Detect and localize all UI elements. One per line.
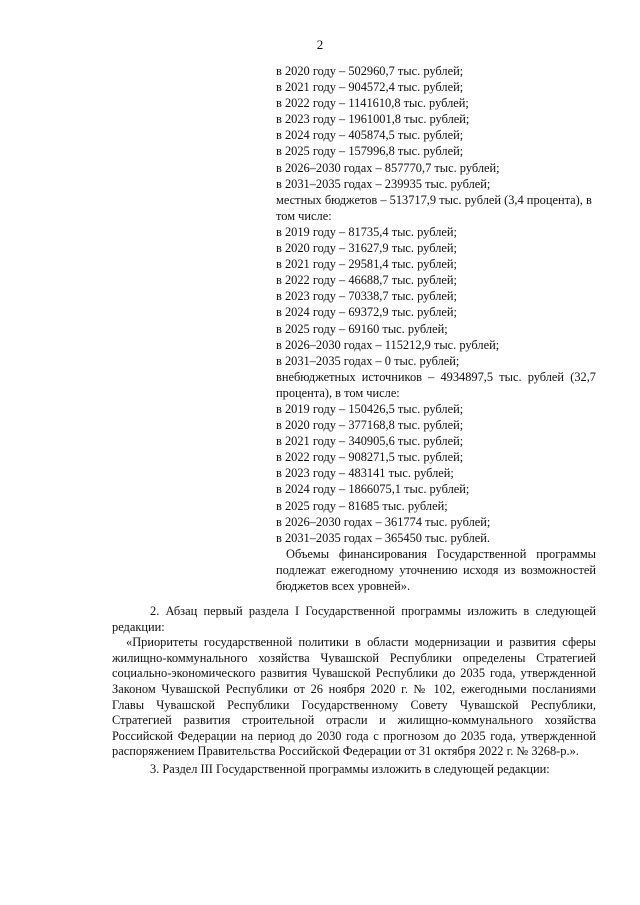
financing-line: в 2023 году – 70338,7 тыс. рублей; (276, 289, 457, 304)
financing-line: в 2023 году – 483141 тыс. рублей; (276, 466, 454, 481)
financing-closing: Объемы финансирования Государственной программы подлежат ежегодному уточнению исходя из возможностей бюджетов всех уровней». (276, 546, 596, 593)
financing-line: в 2031–2035 годах – 239935 тыс. рублей; (276, 176, 491, 191)
financing-line: в 2024 году – 1866075,1 тыс. рублей; (276, 482, 470, 497)
financing-line: в 2023 году – 1961001,8 тыс. рублей; (276, 112, 470, 127)
financing-line: в 2025 году – 69160 тыс. рублей; (276, 321, 448, 336)
financing-line: в 2022 году – 1141610,8 тыс. рублей; (276, 96, 469, 111)
financing-line: в 2031–2035 годах – 0 тыс. рублей; (276, 353, 460, 368)
financing-line: в 2026–2030 годах – 115212,9 тыс. рублей; (276, 337, 500, 352)
financing-line: в 2019 году – 150426,5 тыс. рублей; (276, 401, 464, 416)
financing-line: в 2022 году – 46688,7 тыс. рублей; (276, 273, 457, 288)
main-text (112, 604, 596, 778)
page-number: 2 (316, 37, 324, 52)
financing-line: в 2019 году – 81735,4 тыс. рублей; (276, 224, 457, 239)
financing-line: в 2025 году – 157996,8 тыс. рублей; (276, 144, 464, 159)
financing-line: в 2031–2035 годах – 365450 тыс. рублей. (276, 530, 490, 545)
financing-line: в 2024 году – 69372,9 тыс. рублей; (276, 305, 457, 320)
financing-line: в 2020 году – 31627,9 тыс. рублей; (276, 241, 457, 256)
financing-line: в 2021 году – 904572,4 тыс. рублей; (276, 80, 464, 95)
financing-line: в 2020 году – 502960,7 тыс. рублей; (276, 64, 464, 78)
financing-line: в 2021 году – 340905,6 тыс. рублей; (276, 434, 464, 449)
amendment-quote: «Приоритеты государственной политики в области модернизации и развития сферы жилищно-коммунального хозяйства Чувашской Республики определены Стратегией социально-экономического развития Чувашской Республики до 2035 года, утвержденной Законом Чувашской Республики от 26 ноября 2020 г. № 102, ежегодными посланиями Главы Чувашской Республики Государственному Совету Чувашской Республики, Стратегией развития строительной отрасли и жилищно-коммунального хозяйства Российской Федерации на период до 2030 года с прогнозом до 2035 года, утвержденной распоряжением Правительства Российской Федерации от 31 октября 2022 г. № 3268-р.». (112, 635, 596, 759)
extrabudgetary-heading: внебюджетных источников – 4934897,5 тыс. рублей (32,7 процента), в том числе: (276, 369, 596, 400)
financing-column (276, 63, 596, 594)
financing-line: в 2024 году – 405874,5 тыс. рублей; (276, 128, 464, 143)
financing-line: в 2020 году – 377168,8 тыс. рублей; (276, 418, 464, 433)
financing-line: в 2026–2030 годах – 857770,7 тыс. рублей; (276, 160, 500, 175)
local-budgets-heading: местных бюджетов – 513717,9 тыс. рублей (3,4 процента), в том числе: (276, 192, 592, 223)
amendment-item-2: 2. Абзац первый раздела I Государственной программы изложить в следующей редакции: (112, 604, 596, 634)
financing-line: в 2025 году – 81685 тыс. рублей; (276, 498, 448, 513)
amendment-item-3: 3. Раздел III Государственной программы изложить в следующей редакции: (150, 761, 550, 776)
financing-line: в 2022 году – 908271,5 тыс. рублей; (276, 450, 464, 465)
financing-line: в 2026–2030 годах – 361774 тыс. рублей; (276, 514, 491, 529)
financing-line: в 2021 году – 29581,4 тыс. рублей; (276, 257, 457, 272)
